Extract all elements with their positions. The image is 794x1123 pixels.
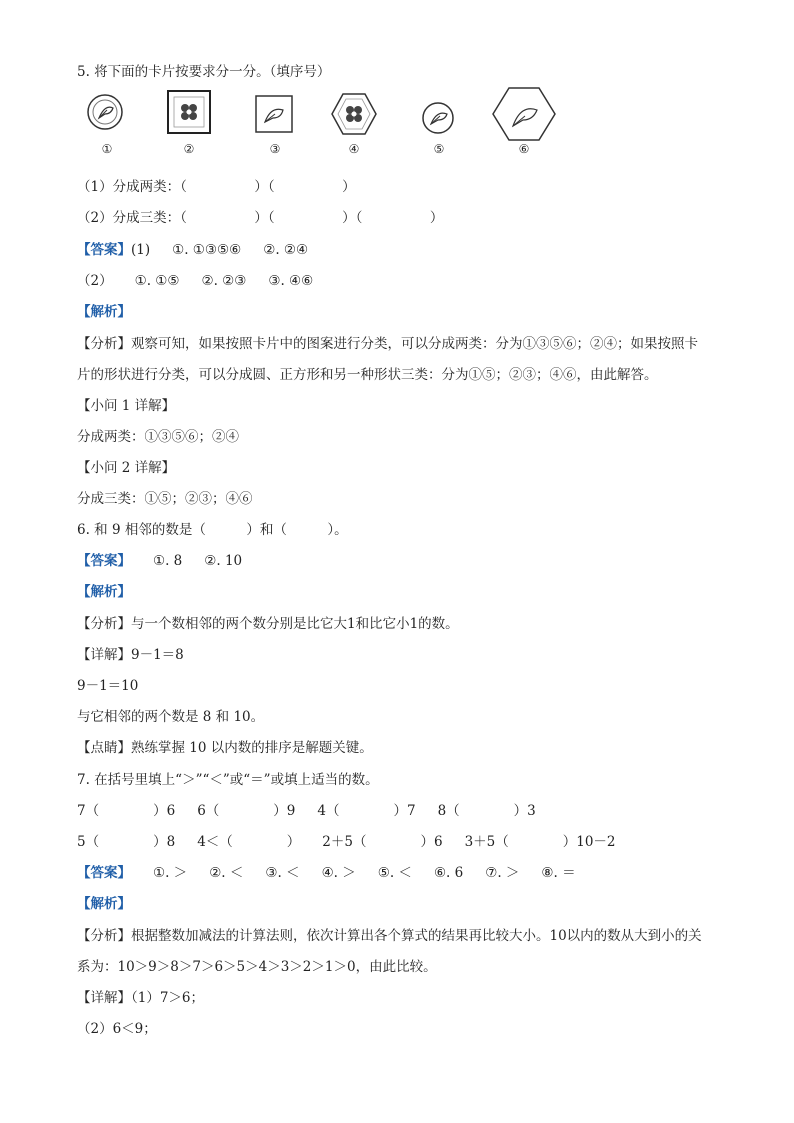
q5-analysis-line2: 片的形状进行分类，可以分成圆、正方形和另一种形状三类：分为①⑤；②③；④⑥，由此解答。	[77, 367, 658, 383]
q5-sub2: （2）分成三类：（ ）（ ）（ ）	[77, 210, 444, 226]
answer-tag: 【答案】	[77, 865, 131, 881]
card-number: ①	[101, 142, 113, 156]
answer-tag: 【答案】	[77, 242, 131, 258]
answer-part: ⑦. ＞	[485, 865, 520, 881]
circle-card-icon	[417, 86, 461, 142]
q7-title: 7. 在括号里填上“＞”“＜”或“＝”或填上适当的数。	[77, 772, 379, 788]
square-card-icon	[165, 86, 215, 142]
answer-part: ②. ＜	[209, 865, 244, 881]
analysis-label: 【分析】	[77, 928, 131, 944]
q7-item: 6（ ）9	[197, 803, 296, 819]
hexagon-card-icon	[329, 86, 379, 142]
card-number: ③	[269, 142, 281, 156]
answer-part: ⑧. ＝	[541, 865, 576, 881]
card-4	[329, 86, 379, 156]
square-card-icon	[253, 86, 297, 142]
answer-part: ①. 8	[153, 553, 183, 569]
detail-tag: 【详解】	[77, 990, 131, 1006]
q7-item: 8（ ）3	[437, 803, 536, 819]
answer-part: ④. ＞	[321, 865, 356, 881]
q5-sub1: （1）分成两类：（ ）（ ）	[77, 179, 356, 195]
card-number: ⑤	[433, 142, 445, 156]
circle-card-icon	[85, 86, 129, 142]
q7-detail1: 【详解】（1）7＞6；	[77, 990, 205, 1006]
hexagon-card-icon	[491, 86, 557, 144]
answer-part: ③. ④⑥	[268, 273, 314, 289]
q7-item: 2＋5（ ）6	[322, 834, 443, 850]
analysis-label: 【分析】	[77, 616, 131, 632]
q5-analysis-line1: 【分析】观察可知，如果按照卡片中的图案进行分类，可以分成两类：分为①③⑤⑥；②④；如果按照卡	[77, 336, 698, 352]
answer-part: ②. ②④	[263, 242, 309, 258]
q7-item: 5（ ）8	[77, 834, 176, 850]
q6-detail1: 【详解】9－1＝8	[77, 647, 184, 663]
q7-item: 4（ ）7	[317, 803, 416, 819]
card-1	[85, 86, 129, 156]
q7-analysis-line2: 系为：10＞9＞8＞7＞6＞5＞4＞3＞2＞1＞0，由此比较。	[77, 959, 437, 975]
analysis-tag: 【解析】	[77, 584, 131, 600]
q6-tip: 【点睛】熟练掌握 10 以内数的排序是解题关键。	[77, 740, 373, 756]
card-2	[165, 86, 215, 156]
answer-part: ⑥. 6	[433, 865, 464, 881]
q7-item: 7（ ）6	[77, 803, 176, 819]
answer-part: ①. ①⑤	[134, 273, 180, 289]
answer-part: ②. 10	[204, 553, 243, 569]
card-number: ⑥	[518, 142, 530, 156]
q5-sub1-detail: 分成两类：①③⑤⑥；②④	[77, 429, 239, 445]
answer-part: ②. ②③	[201, 273, 247, 289]
card-number: ②	[183, 142, 195, 156]
answer-part: ①. ①③⑤⑥	[172, 242, 242, 258]
card-3	[253, 86, 297, 156]
tip-tag: 【点睛】	[77, 740, 131, 756]
q6-answer	[77, 551, 242, 571]
q7-item: 3＋5（ ）10－2	[464, 834, 616, 850]
answer-part: ③. ＜	[265, 865, 300, 881]
q7-analysis-line1: 【分析】根据整数加减法的计算法则，依次计算出各个算式的结果再比较大小。10以内的数从大到小的关	[77, 928, 702, 944]
q7-item: 4＜（ ）	[197, 834, 301, 850]
q6-detail2: 9－1＝10	[77, 678, 139, 694]
answer-prefix: (1)	[131, 242, 151, 258]
analysis-label: 【分析】	[77, 336, 131, 352]
q6-title: 6. 和 9 相邻的数是（ ）和（ ）。	[77, 522, 348, 538]
answer-prefix: （2）	[77, 273, 113, 289]
q5-sub2-detail-tag: 【小问 2 详解】	[77, 460, 176, 476]
q5-title: 5. 将下面的卡片按要求分一分。（填序号）	[77, 64, 331, 80]
q7-detail2: （2）6＜9；	[77, 1021, 157, 1037]
analysis-tag: 【解析】	[77, 304, 131, 320]
detail-tag: 【详解】	[77, 647, 131, 663]
card-5	[417, 86, 461, 156]
q5-cards	[77, 86, 577, 172]
answer-part: ①. ＞	[153, 865, 188, 881]
card-6	[491, 86, 557, 156]
q7-answer	[77, 863, 576, 883]
q6-detail3: 与它相邻的两个数是 8 和 10。	[77, 709, 265, 725]
answer-tag: 【答案】	[77, 553, 131, 569]
card-number: ④	[348, 142, 360, 156]
q5-sub1-detail-tag: 【小问 1 详解】	[77, 398, 176, 414]
analysis-tag: 【解析】	[77, 896, 131, 912]
answer-part: ⑤. ＜	[377, 865, 412, 881]
q5-answer-line1	[77, 240, 308, 260]
q5-sub2-detail: 分成三类：①⑤；②③；④⑥	[77, 491, 253, 507]
q7-row2	[77, 832, 616, 852]
q5-answer-line2	[77, 271, 313, 291]
q7-row1	[77, 801, 536, 821]
q6-analysis: 【分析】与一个数相邻的两个数分别是比它大1和比它小1的数。	[77, 616, 459, 632]
